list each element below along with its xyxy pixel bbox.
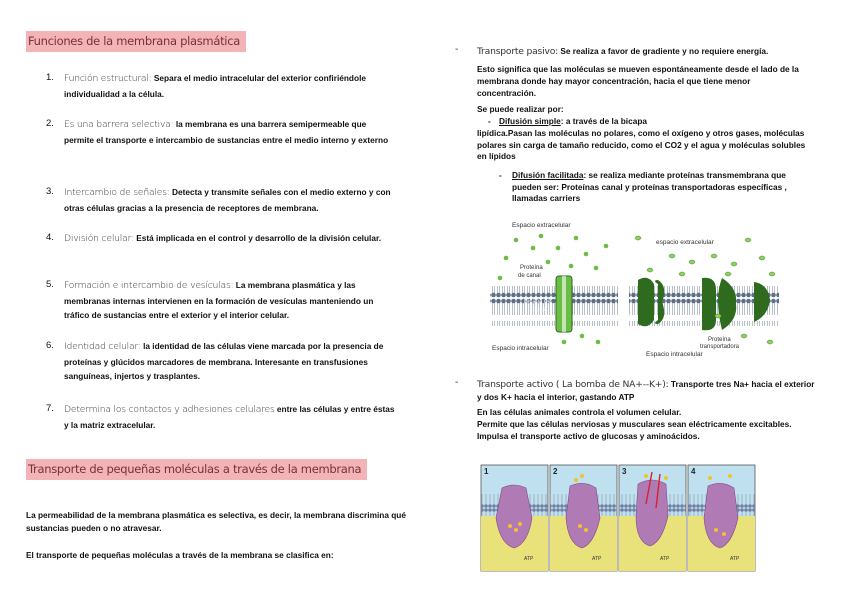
pump-panel-4: [688, 465, 755, 571]
pump-panel-2: [550, 465, 617, 571]
list-item-number: 7.: [46, 403, 54, 414]
extracellular-space-label-right: espacio extracelular: [656, 239, 714, 246]
list-item-term: Determina los contactos y adhesiones celulares: [64, 404, 275, 415]
list-item-term: Formación e intercambio de vesículas:: [64, 280, 234, 291]
sodium-potassium-pump-figure: [480, 464, 760, 572]
carrier-protein-label: Proteína: [708, 337, 731, 343]
carrier-protein-label-2: transportadora: [700, 344, 740, 350]
active-desc: Transporte tres Na+ hacia el exterior y dos K+ hacia el interior, gastando ATP: [477, 379, 815, 402]
pump-panel-2-atp: ATP: [592, 556, 602, 562]
passive-term: Transporte pasivo:: [477, 46, 559, 57]
list-item-term: Es una barrera selectiva:: [64, 119, 174, 130]
pump-panel-1: [481, 465, 548, 571]
pump-panel-1-atp: ATP: [524, 556, 534, 562]
facilitated-diffusion-desc: : se realiza mediante proteínas transmembrana que pueden ser: Proteínas canal y proteínas transportadoras específicas , llamadas carriers: [512, 170, 787, 203]
list-item-number: 5.: [46, 279, 54, 290]
facilitated-diffusion-figure: [486, 218, 786, 358]
simple-diffusion-line: [499, 116, 809, 128]
functions-list: [46, 71, 398, 434]
list-item-desc: entre las células y entre éstas y la matriz extracelular.: [64, 404, 395, 430]
list-item-desc: Separa el medio intracelular del exterior confiriéndole individualidad a la célula.: [64, 73, 366, 99]
passive-body: Esto significa que las moléculas se mueven espontáneamente desde el lado de la membrana donde hay mayor concentración, hacia el que tiene menor concentración.: [477, 64, 799, 98]
list-item: [46, 402, 398, 434]
channel-protein-label: Proteína: [520, 265, 543, 271]
lipid-bilayer-label-2: lípidos: [528, 307, 546, 313]
extracellular-space-label-left: Espacio extracelular: [512, 222, 571, 229]
bullet-active: -: [455, 377, 459, 388]
intracellular-space-label-left: Espacio intracelular: [492, 345, 549, 352]
simple-diffusion-body: lipídica.Pasan las moléculas no polares, como el oxígeno y otros gases, moléculas polares sin carga de tamaño reducido, como el CO2 y el agua y moléculas solubles en lípidos: [477, 128, 806, 161]
active-term: Transporte activo ( La bomba de NA+--K+):: [477, 379, 669, 390]
list-item-term: Función estructural:: [64, 73, 152, 84]
list-item-desc: la membrana es una barrera semipermeable que permite el transporte e intercambio de sustancias entre el medio interno y externo: [64, 119, 389, 145]
passive-desc: Se realiza a favor de gradiente y no requiere energía.: [558, 46, 769, 56]
passive-heading: [477, 45, 827, 58]
pump-panel-4-number: 4: [691, 467, 696, 476]
list-item-number: 2.: [46, 118, 54, 129]
list-item-number: 3.: [46, 186, 54, 197]
pump-panel-3-number: 3: [622, 467, 627, 476]
list-item-number: 1.: [46, 72, 54, 83]
list-item: [46, 71, 398, 117]
list-item-term: Intercambio de señales:: [64, 187, 170, 198]
bullet-passive: -: [455, 44, 459, 55]
passive-can: Se puede realizar por:: [477, 104, 564, 114]
pump-panel-1-number: 1: [484, 467, 489, 476]
lipid-bilayer-label: Bicapa de: [524, 299, 551, 305]
list-item-term: División celular:: [64, 233, 134, 244]
list-item-term: Identidad celular:: [64, 341, 141, 352]
active-body: En las células animales controla el volumen celular. Permite que las células nerviosas y musculares sean eléctricamente excitables. Impulsa el transporte activo de glucosas y aminoácidos.: [477, 407, 792, 441]
pump-panel-3: [619, 465, 686, 571]
dash-facilitated: -: [499, 170, 502, 180]
pump-panel-3-atp: ATP: [660, 556, 670, 562]
dash-simple: -: [488, 116, 491, 126]
list-item-desc: La membrana plasmática y las membranas internas intervienen en la formación de vesículas manteniendo un tráfico de sustancias entre el exterior y el interior celular.: [64, 280, 374, 320]
list-item-number: 4.: [46, 232, 54, 243]
channel-pore: [562, 276, 566, 332]
list-item-desc: Detecta y transmite señales con el medio externo y con otras células gracias a la presencia de receptores de membrana.: [64, 187, 391, 213]
classification-paragraph: El transporte de pequeñas moléculas a través de la membrana se clasifica en:: [26, 550, 334, 560]
list-item: [46, 231, 398, 278]
list-item: [46, 278, 398, 339]
list-item: [46, 185, 398, 231]
facilitated-diffusion-line: [512, 170, 807, 205]
active-heading: [477, 378, 817, 403]
list-item-desc: la identidad de las células viene marcada por la presencia de proteínas y glúcidos marcadores de membrana. Interesante en transfusiones sanguíneas, injertos y trasplantes.: [64, 341, 384, 381]
simple-diffusion-desc: : a través de la bicapa: [560, 116, 648, 126]
list-item-number: 6.: [46, 340, 54, 351]
lipid-bilayer-left: [490, 286, 618, 326]
carrier-protein-closed: [638, 278, 664, 327]
pump-panel-4-atp: ATP: [730, 556, 740, 562]
intracellular-space-label-right: Espacio intracelular: [646, 351, 703, 358]
channel-protein-label-2: de canal: [518, 273, 541, 279]
permeability-paragraph: La permeabilidad de la membrana plasmática es selectiva, es decir, la membrana discrimina qué sustancias pueden o no atravesar.: [26, 510, 406, 533]
pump-panel-2-number: 2: [553, 467, 558, 476]
simple-diffusion-label: Difusión simple: [499, 116, 561, 126]
list-item: [46, 117, 398, 185]
list-item: [46, 339, 398, 402]
section-title-transport: Transporte de pequeñas moléculas a través de la membrana: [26, 459, 367, 480]
list-item-desc: Está implicada en el control y desarrollo de la división celular.: [133, 233, 382, 243]
section-title-functions: Funciones de la membrana plasmática: [26, 31, 246, 52]
facilitated-diffusion-label: Difusión facilitada: [512, 170, 584, 180]
